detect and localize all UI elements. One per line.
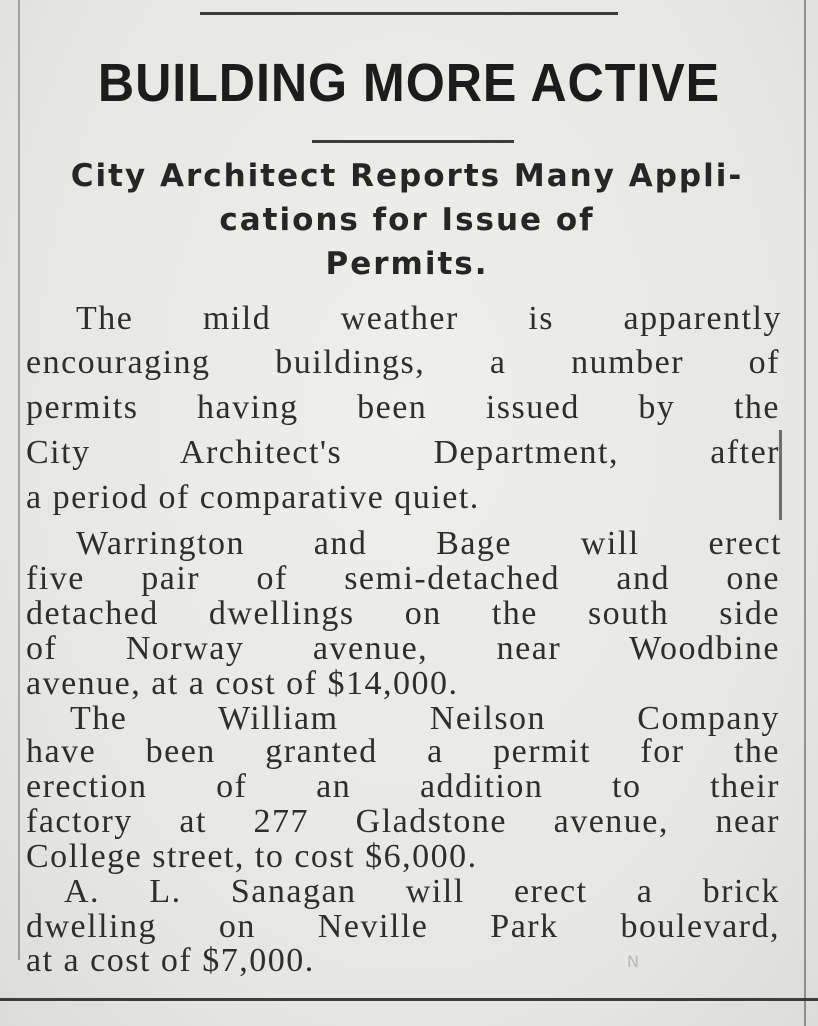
body-line: detached dwellings on the south side [26, 595, 780, 632]
subheadline-line-1: City Architect Reports Many Appli- [70, 158, 744, 194]
column-rule-left [18, 0, 20, 960]
body-line: of Norway avenue, near Woodbine [26, 630, 780, 667]
bottom-divider [0, 998, 818, 1001]
body-line: The William Neilson Company [70, 700, 780, 737]
column-rule-right [804, 0, 806, 1026]
body-line: have been granted a permit for the [26, 733, 780, 770]
subheadline-line-3: Permits. [325, 246, 489, 282]
body-line: A. L. Sanagan will erect a brick [64, 873, 780, 910]
body-line: College street, to cost $6,000. [26, 838, 478, 875]
stray-mark: N [627, 952, 639, 971]
body-line: erection of an addition to their [26, 768, 780, 805]
headline: BUILDING MORE ACTIVE [97, 53, 721, 113]
body-line: avenue, at a cost of $14,000. [26, 665, 459, 702]
body-line: Warrington and Bage will erect [76, 525, 782, 562]
body-line: encouraging buildings, a number of [26, 344, 780, 381]
body-line: The mild weather is apparently [76, 300, 782, 337]
body-line: at a cost of $7,000. [26, 942, 315, 979]
body-line: City Architect's Department, after [26, 434, 780, 471]
body-line: factory at 277 Gladstone avenue, near [26, 803, 780, 840]
headline-divider [312, 140, 514, 143]
body-line: permits having been issued by the [26, 389, 780, 426]
body-line: a period of comparative quiet. [26, 479, 480, 516]
body-line: five pair of semi-detached and one [26, 560, 780, 597]
top-divider [200, 12, 618, 15]
subheadline-line-2: cations for Issue of [219, 202, 595, 238]
body-line: dwelling on Neville Park boulevard, [26, 908, 780, 945]
